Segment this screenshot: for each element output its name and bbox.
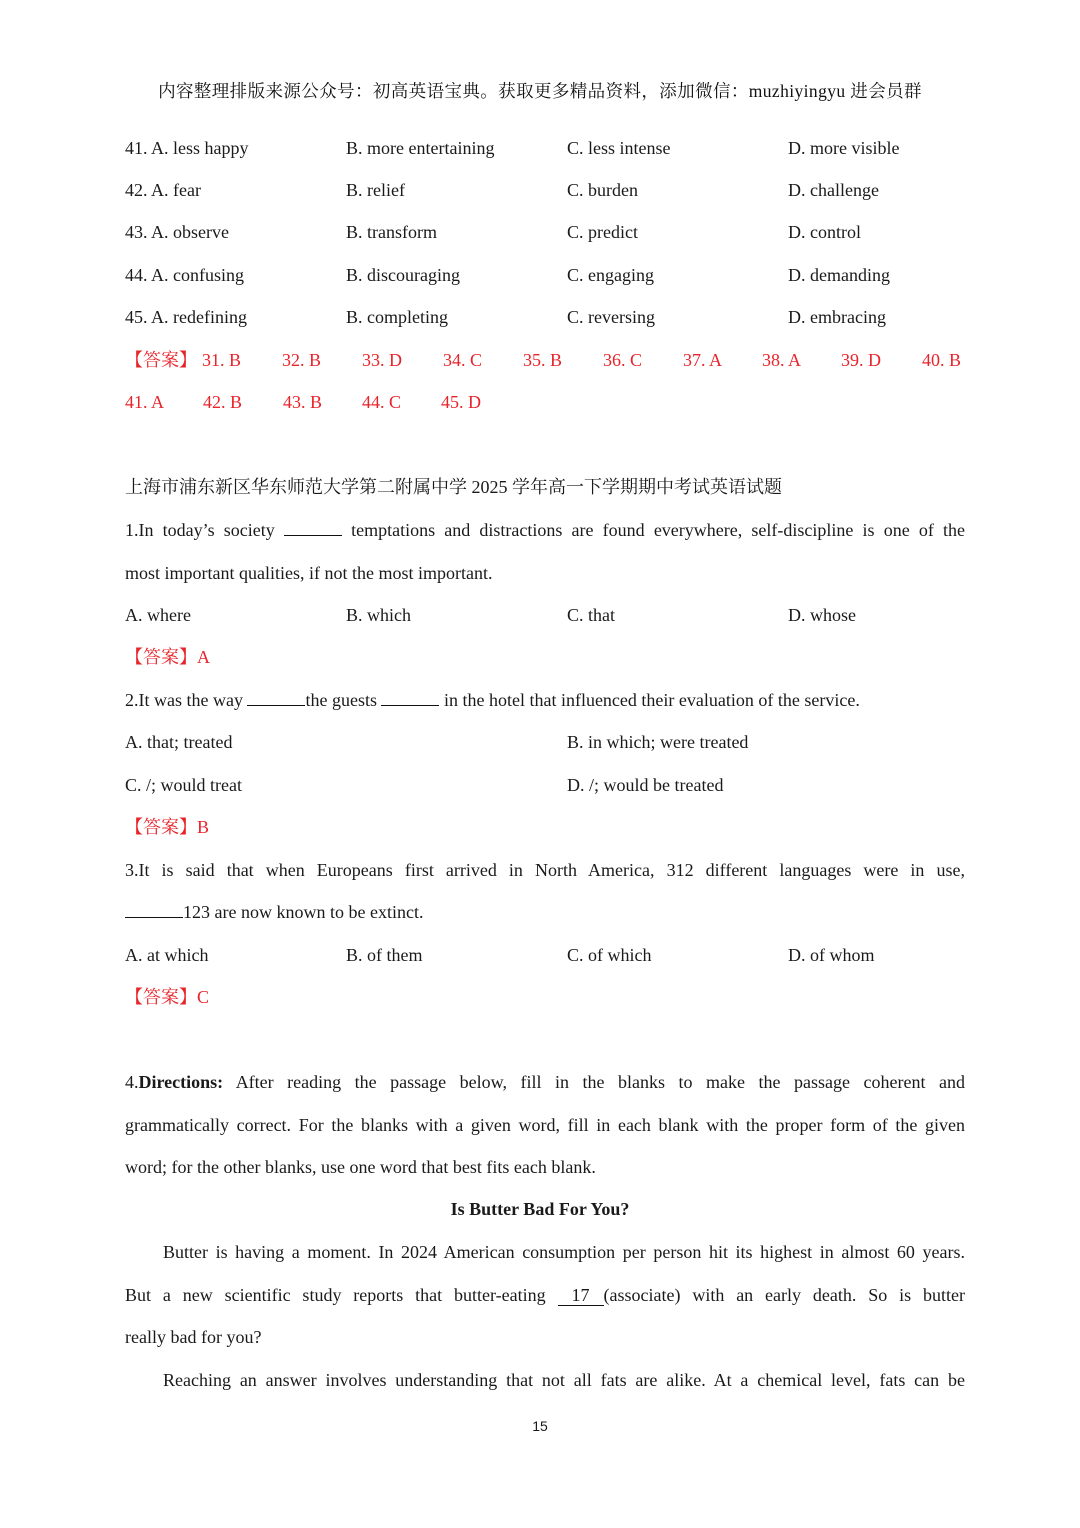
answer-label: 【答案】 bbox=[125, 350, 197, 370]
q2-option-b: B. in which; were treated bbox=[567, 732, 749, 752]
q1-answer-value: A bbox=[197, 647, 210, 667]
answer-item: 36. C bbox=[603, 350, 643, 370]
passage-text: (associate) with an early death. So is butter bbox=[603, 1285, 965, 1305]
answer-item: 31. B bbox=[202, 350, 242, 370]
q2-text-c: in the hotel that influenced their evaluation of the service. bbox=[443, 690, 860, 710]
directions-label: Directions: bbox=[138, 1072, 224, 1092]
q2-text-b: the guests bbox=[305, 690, 377, 710]
mc-option: 42. A. fear bbox=[125, 180, 201, 200]
mc-option: C. predict bbox=[567, 222, 638, 242]
q2-text-a: 2.It was the way bbox=[125, 690, 243, 710]
directions-text-1: After reading the passage below, fill in the blanks to make the passage coherent and bbox=[235, 1072, 966, 1092]
mc-option: B. more entertaining bbox=[346, 138, 495, 158]
q3-option-b: B. of them bbox=[346, 945, 423, 965]
answer-item: 43. B bbox=[283, 392, 323, 412]
q1-text-a: 1.In today’s society bbox=[125, 520, 275, 540]
mc-option: 45. A. redefining bbox=[125, 307, 247, 327]
q1-option-c: C. that bbox=[567, 605, 615, 625]
answer-item: 38. A bbox=[762, 350, 802, 370]
answer-item: 33. D bbox=[362, 350, 402, 370]
passage-p2-line-1 bbox=[125, 1369, 965, 1391]
question-1-line-1 bbox=[125, 519, 965, 541]
passage-p1-line-1 bbox=[125, 1241, 965, 1263]
q3-option-c: C. of which bbox=[567, 945, 652, 965]
blank-line bbox=[125, 902, 183, 918]
mc-option: 44. A. confusing bbox=[125, 265, 244, 285]
q4-number: 4. bbox=[125, 1072, 139, 1092]
mc-option: 41. A. less happy bbox=[125, 138, 249, 158]
exam-title: 上海市浦东新区华东师范大学第二附属中学 2025 学年高一下学期期中考试英语试题 bbox=[125, 477, 782, 497]
question-2-line bbox=[125, 689, 965, 711]
answer-item: 39. D bbox=[841, 350, 881, 370]
answer-item: 40. B bbox=[922, 350, 962, 370]
answer-item: 35. B bbox=[523, 350, 563, 370]
mc-option: D. embracing bbox=[788, 307, 886, 327]
answer-item: 32. B bbox=[282, 350, 322, 370]
q2-option-d: D. /; would be treated bbox=[567, 775, 724, 795]
blank-17: 17 bbox=[558, 1285, 604, 1306]
passage-p1-line-3: really bad for you? bbox=[125, 1327, 262, 1347]
question-3-answer bbox=[125, 986, 965, 1008]
q1-option-a: A. where bbox=[125, 605, 191, 625]
passage-text: Reaching an answer involves understanding that not all fats are alike. At a chemical level, fats can be bbox=[163, 1370, 965, 1390]
mc-option: B. transform bbox=[346, 222, 437, 242]
answer-item: 34. C bbox=[443, 350, 483, 370]
mc-option: B. completing bbox=[346, 307, 448, 327]
mc-option: C. burden bbox=[567, 180, 638, 200]
q1-option-d: D. whose bbox=[788, 605, 856, 625]
mc-option: D. challenge bbox=[788, 180, 879, 200]
q2-option-c: C. /; would treat bbox=[125, 775, 242, 795]
q2-answer-value: B bbox=[197, 817, 210, 837]
mc-option: D. demanding bbox=[788, 265, 890, 285]
mc-option: C. reversing bbox=[567, 307, 655, 327]
q1-text-b: temptations and distractions are found everywhere, self-discipline is one of the bbox=[351, 520, 965, 540]
mc-option: 43. A. observe bbox=[125, 222, 229, 242]
q1-option-b: B. which bbox=[346, 605, 411, 625]
answer-item: 42. B bbox=[203, 392, 243, 412]
q3-text: 123 are now known to be extinct. bbox=[183, 902, 424, 922]
q3-answer-value: C bbox=[197, 987, 210, 1007]
mc-option: D. more visible bbox=[788, 138, 900, 158]
answer-item: 45. D bbox=[441, 392, 481, 412]
mc-option: B. relief bbox=[346, 180, 405, 200]
answer-label: 【答案】 bbox=[125, 817, 197, 837]
passage-text: Butter is having a moment. In 2024 American consumption per person hit its highest in almost 60 years. bbox=[163, 1242, 965, 1262]
q3-option-d: D. of whom bbox=[788, 945, 875, 965]
answer-label: 【答案】 bbox=[125, 647, 197, 667]
answer-item: 41. A bbox=[125, 392, 165, 412]
passage-text: But a new scientific study reports that butter-eating bbox=[125, 1285, 546, 1305]
q3-option-a: A. at which bbox=[125, 945, 209, 965]
question-4-directions-line-3: word; for the other blanks, use one word that best fits each blank. bbox=[125, 1157, 596, 1177]
mc-option: B. discouraging bbox=[346, 265, 460, 285]
mc-option: C. engaging bbox=[567, 265, 654, 285]
question-4-directions-line-2: grammatically correct. For the blanks with a given word, fill in each blank with the proper form of the given bbox=[125, 1115, 965, 1135]
question-2-answer bbox=[125, 816, 965, 838]
answer-item: 37. A bbox=[683, 350, 723, 370]
passage-p1-line-2 bbox=[125, 1284, 965, 1306]
question-3-line-1: 3.It is said that when Europeans first arrived in North America, 312 different languages were in use, bbox=[125, 860, 965, 880]
blank-line bbox=[381, 690, 439, 706]
question-1-answer bbox=[125, 646, 965, 668]
page-number: 15 bbox=[532, 1418, 548, 1434]
question-1-line-2: most important qualities, if not the most important. bbox=[125, 563, 493, 583]
answer-item: 44. C bbox=[362, 392, 402, 412]
page-header: 内容整理排版来源公众号：初高英语宝典。获取更多精品资料，添加微信：muzhiyingyu 进会员群 bbox=[158, 81, 922, 101]
blank-line bbox=[247, 690, 305, 706]
q2-option-a: A. that; treated bbox=[125, 732, 233, 752]
question-4-directions-line-1 bbox=[125, 1071, 965, 1093]
passage-title: Is Butter Bad For You? bbox=[450, 1199, 630, 1219]
answer-label: 【答案】 bbox=[125, 987, 197, 1007]
mc-option: D. control bbox=[788, 222, 861, 242]
mc-option: C. less intense bbox=[567, 138, 671, 158]
question-3-line-2 bbox=[125, 901, 965, 923]
blank-line bbox=[284, 520, 342, 536]
